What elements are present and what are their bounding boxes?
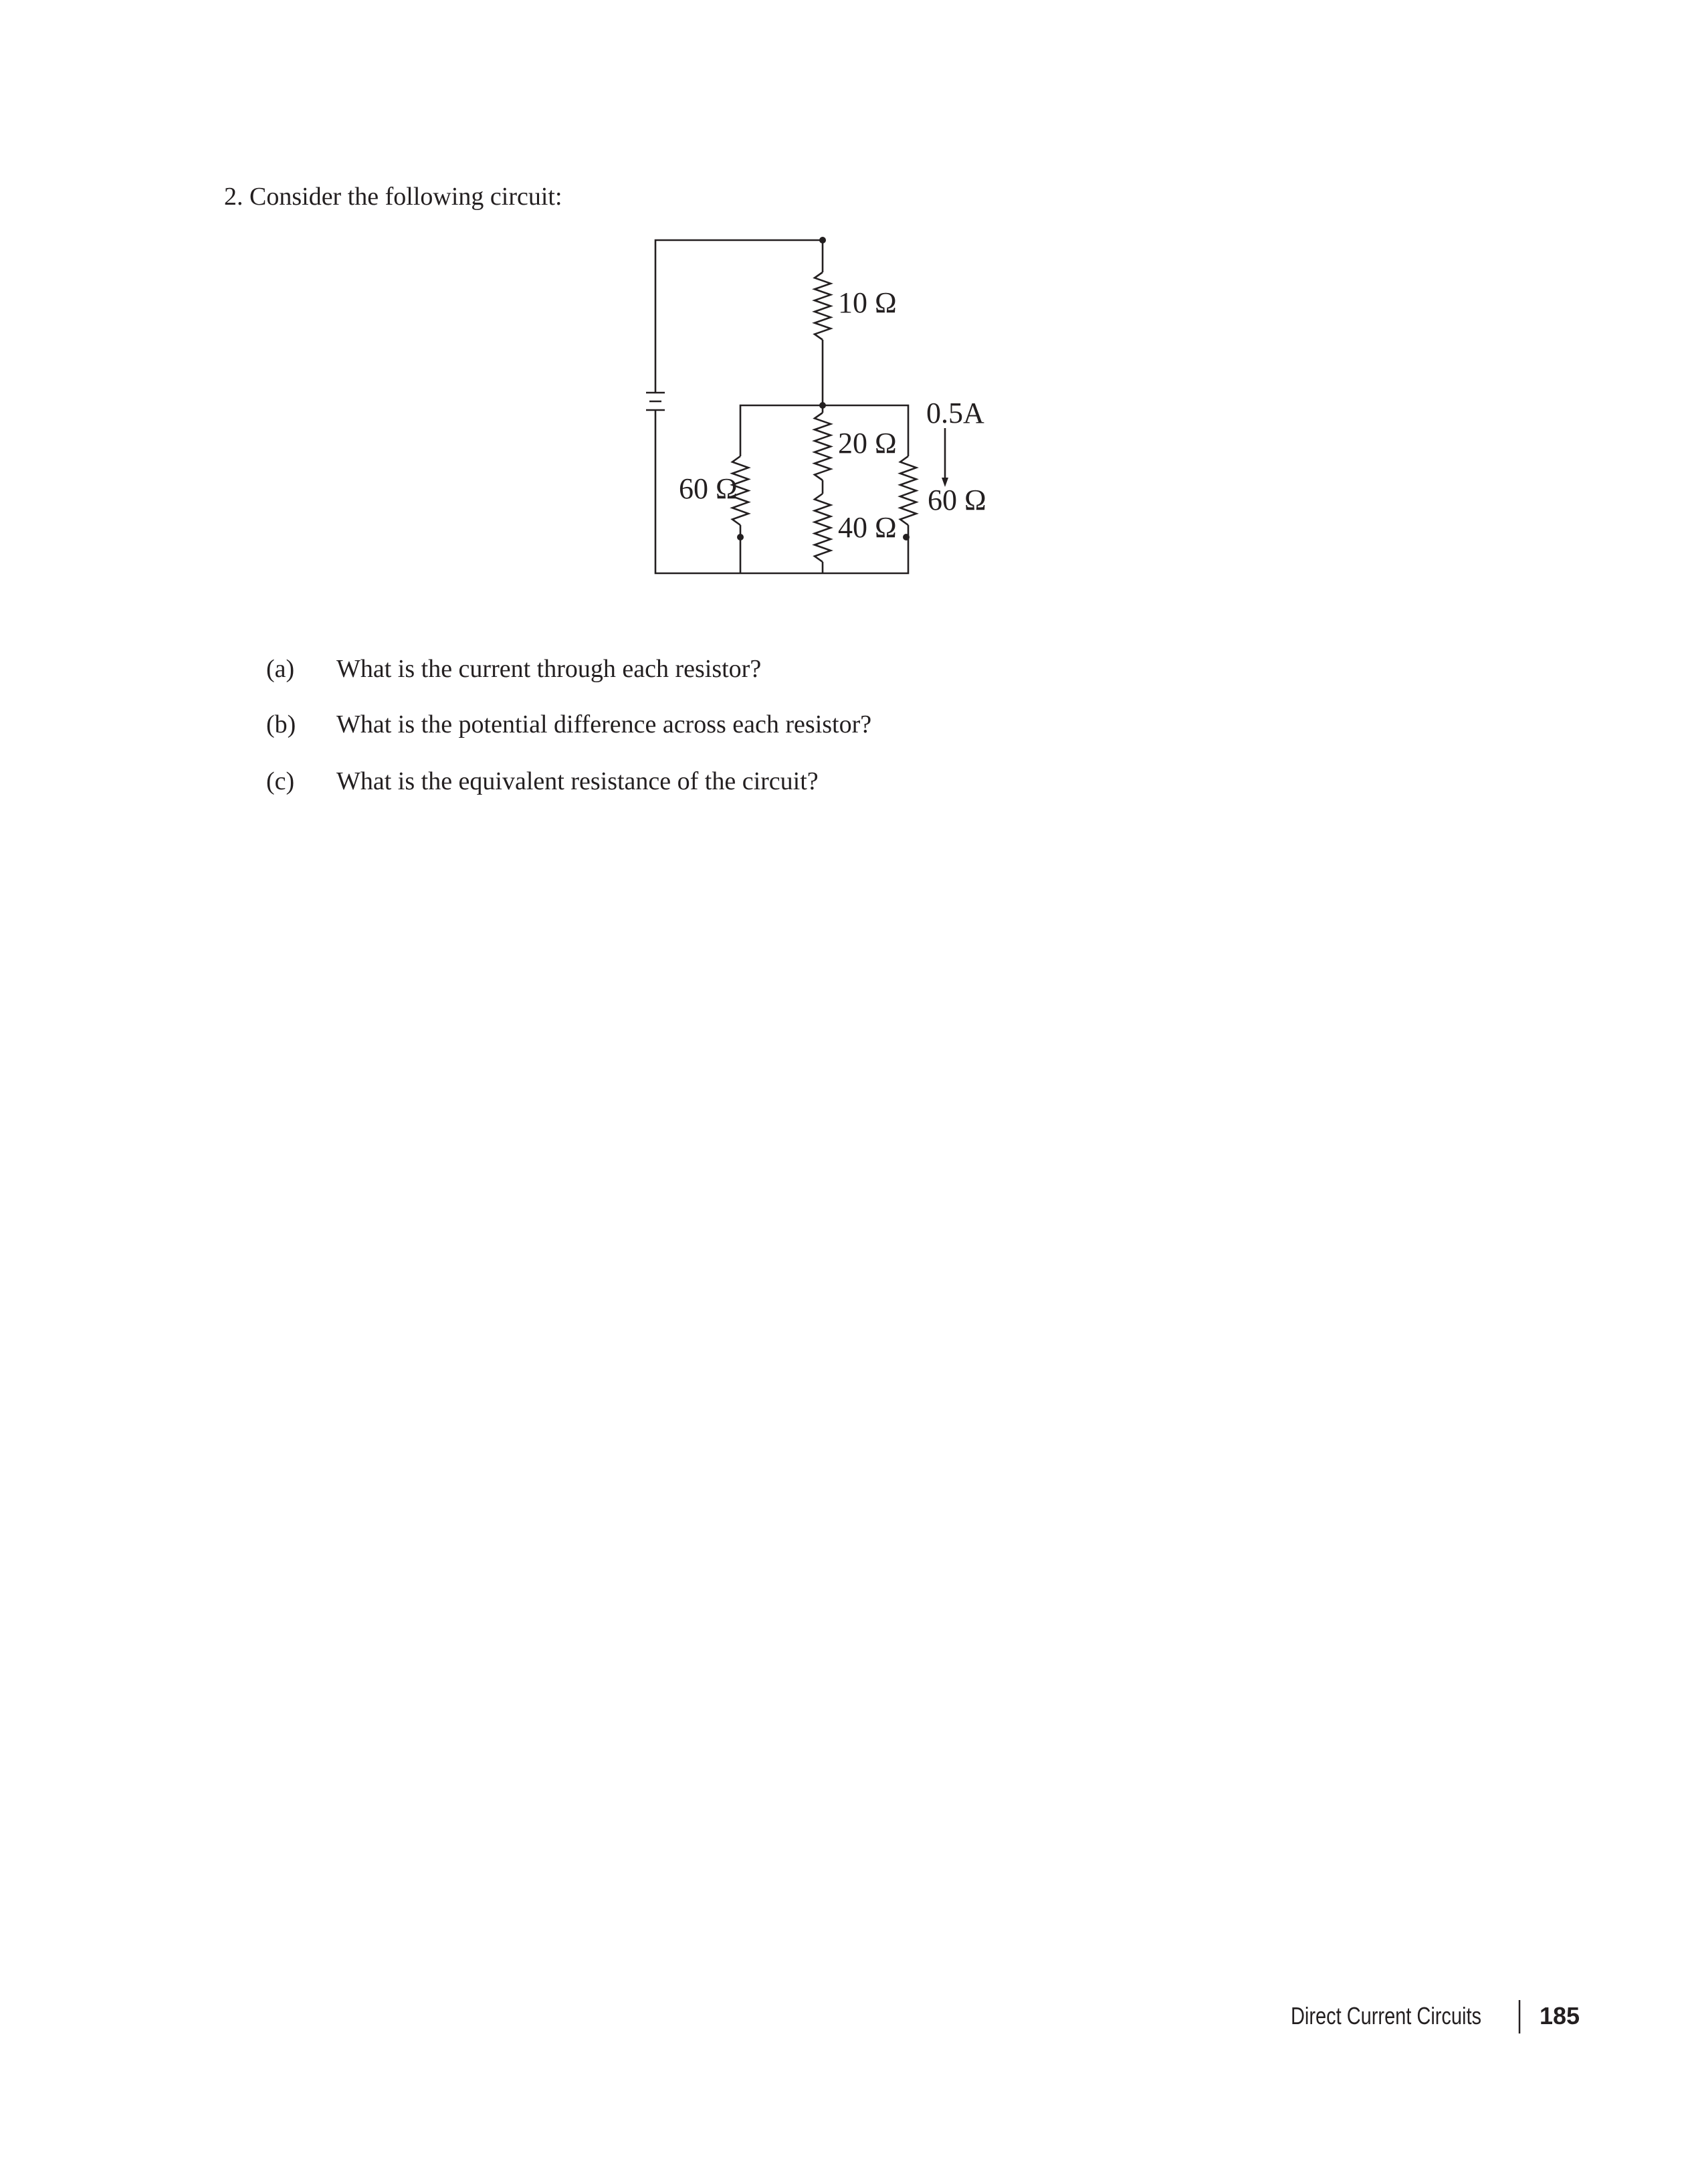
resistor-40-icon — [815, 494, 831, 562]
resistor-label-right-60: 60 Ω — [928, 484, 986, 516]
problem-prompt: 2. Consider the following circuit: — [224, 183, 562, 211]
junction-dot — [737, 534, 744, 540]
current-arrow-icon — [942, 428, 948, 487]
resistor-20-icon — [815, 413, 831, 480]
question-a-label: (a) — [266, 655, 295, 683]
resistor-label-40: 40 Ω — [838, 511, 897, 544]
resistor-right-60-icon — [900, 456, 916, 525]
circuit-diagram — [646, 237, 986, 573]
junction-dot — [903, 534, 910, 540]
resistor-label-20: 20 Ω — [838, 427, 897, 460]
questions — [266, 655, 871, 795]
question-c-text: What is the equivalent resistance of the circuit? — [336, 767, 819, 795]
current-label: 0.5A — [926, 397, 984, 429]
question-b-text: What is the potential difference across each resistor? — [336, 710, 872, 738]
battery-icon — [646, 393, 665, 410]
resistor-label-left-60: 60 Ω — [679, 472, 738, 505]
page-footer — [1291, 2000, 1580, 2033]
question-a-text: What is the current through each resistor? — [336, 655, 762, 683]
wire-top-left — [655, 240, 823, 405]
junction-dot — [819, 237, 826, 243]
resistor-10-icon — [815, 272, 831, 340]
footer-chapter-title: Direct Current Circuits — [1291, 2002, 1481, 2029]
question-c-label: (c) — [266, 767, 295, 795]
question-b-label: (b) — [266, 710, 296, 738]
junction-dot — [819, 402, 826, 409]
footer-page-number: 185 — [1540, 2002, 1580, 2029]
resistor-label-10: 10 Ω — [838, 286, 897, 319]
